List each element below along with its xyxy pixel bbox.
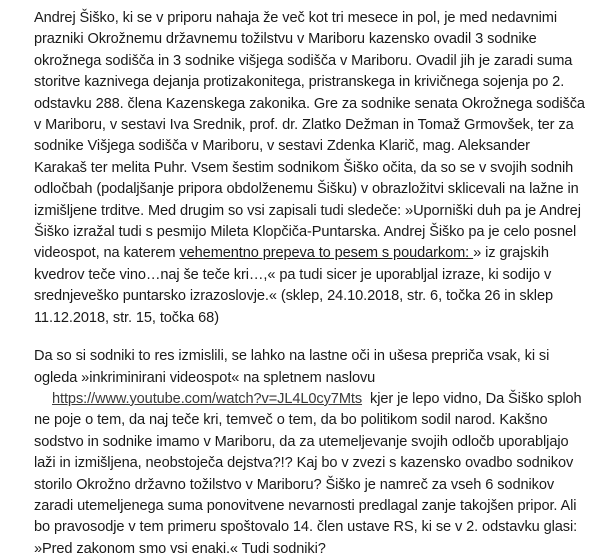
underlined-quote-intro: vehementno prepeva to pesem s poudarkom: [179, 245, 474, 262]
paragraph-video-evidence [34, 346, 586, 560]
paragraph-1-text-b: » iz grajskih kvedrov teče vino…naj še teče kri…,« pa tudi sicer je uporabljal izraze, ki sodijo v srednjeveško puntarsko izrazoslovje.« (sklep, 24.10.2018, str. 6, točka 26 in sklep 11.12.2018, str. 15, točka 68) [34, 245, 553, 326]
paragraph-1-text-a: Andrej Šiško, ki se v priporu nahaja že več kot tri mesece in pol, je med nedavnimi prazniki Okrožnemu državnemu tožilstvu v Mariboru kazensko ovadil 3 sodnike okrožnega sodišča in 3 sodnike višjega sodišča v Mariboru. Ovadil jih je zaradi suma storitve kaznivega dejanja protizakonitega, pristranskega in krivičnega sojenja po 2. odstavku 288. člena Kazenskega zakonika. Gre za sodnike senata Okrožnega sodišča v Mariboru, v sestavi Iva Srednik, prof. dr. Zlatko Dežman in Tomaž Grmovšek, ter za sodnike Višjega sodišča v Mariboru, v sestavi Zdenka Klarič, mag. Aleksander Karakaš ter melita Puhr. Vsem šestim sodnikom Šiško očita, da so se v svojih sodnih odločbah (podaljšanje pripora obdolženemu Šišku) v obrazložitvi sklicevali na lažne in izmišljene trditve. Med drugim so vsi zapisali tudi sledeče: »Uporniški duh pa je Andrej Šiško izražal tudi s pesmijo Mileta Klopčiča-Puntarska. Andrej Šiško pa je celo posnel videospot, na katerem [34, 10, 585, 262]
paragraph-2-text-b: kjer je lepo vidno, Da Šiško sploh ne poje o tem, da naj teče kri, temveč o tem, da bo politikom sodil narod. Kakšno sodstvo in sodnike imamo v Mariboru, da za utemeljevanje svojih odločb uporabljajo laži in izmišljena, neobstoječa dejstva?!? Kaj bo v zvezi s kazensko ovadbo sodnikov storilo Okrožno državno tožilstvo v Mariboru? Šiško je namreč za vseh 6 sodnikov zaradi utemeljenega suma ponovitvene nevarnosti predlagal zanje takojšen pripor. Ali bo pravosodje v tem primeru spoštovalo 14. člen ustave RS, ki se v 2. odstavku glasi: »Pred zakonom smo vsi enaki.« Tudi sodniki? [34, 390, 582, 557]
youtube-link[interactable]: https://www.youtube.com/watch?v=JL4L0cy7Mts [52, 390, 363, 407]
paragraph-indictment [34, 8, 586, 329]
paragraph-2-text-a: Da so si sodniki to res izmislili, se lahko na lastne oči in ušesa prepriča vsak, ki si ogleda »inkriminirani videospot« na spletnem naslovu [34, 348, 550, 386]
